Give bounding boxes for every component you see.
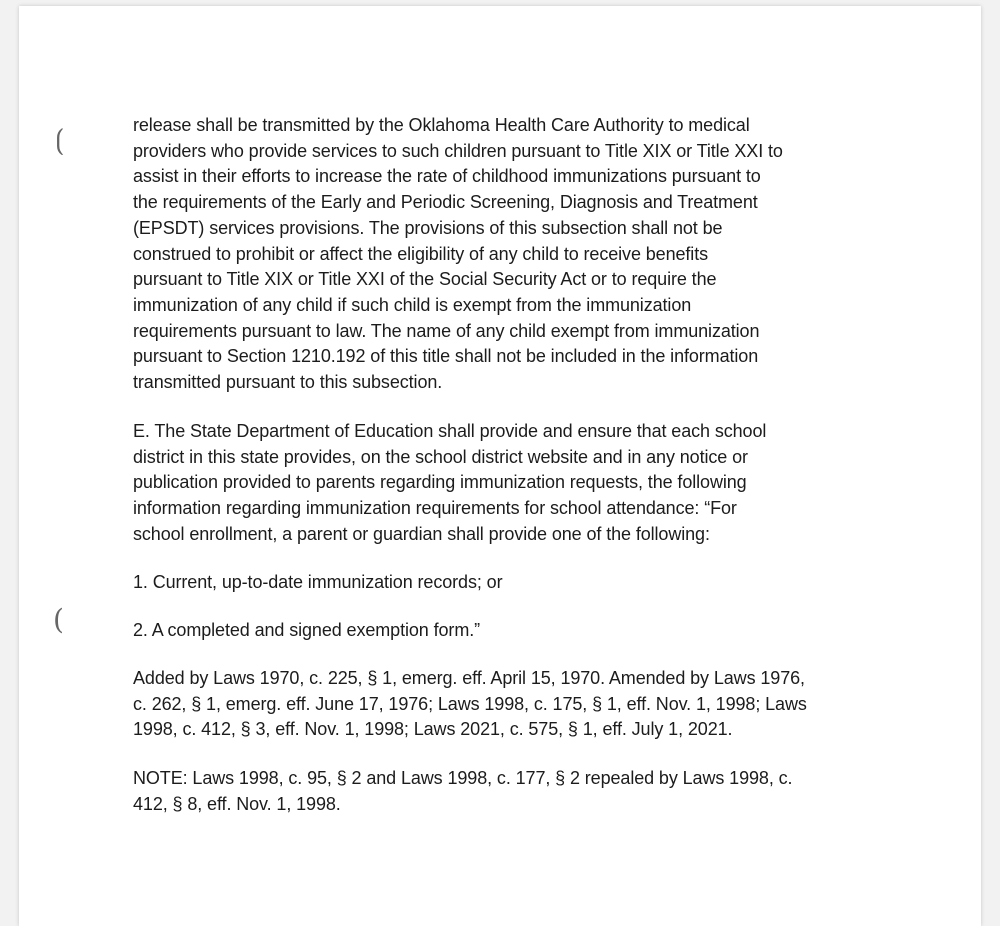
text-line: pursuant to Title XIX or Title XXI of the Social Security Act or to require the — [133, 269, 717, 290]
text-line: 1998, c. 412, § 3, eff. Nov. 1, 1998; Laws 2021, c. 575, § 1, eff. July 1, 2021. — [133, 719, 733, 740]
note-paragraph — [133, 766, 873, 817]
text-line: publication provided to parents regarding immunization requests, the following — [133, 472, 747, 493]
text-line: (EPSDT) services provisions. The provisions of this subsection shall not be — [133, 217, 723, 238]
history-paragraph — [133, 666, 873, 743]
list-item — [133, 570, 873, 596]
text-line: district in this state provides, on the school district website and in any notice or — [133, 446, 748, 467]
list-item-text: 2. A completed and signed exemption form.” — [133, 620, 481, 640]
list-item — [133, 618, 873, 644]
text-line: pursuant to Section 1210.192 of this title shall not be included in the information — [133, 346, 759, 367]
binder-hole-mark-icon: ⟮ — [55, 123, 65, 156]
text-line: information regarding immunization requirements for school attendance: “For — [133, 498, 737, 519]
text-line: transmitted pursuant to this subsection. — [133, 372, 443, 393]
text-line: E. The State Department of Education shall provide and ensure that each school — [133, 421, 767, 441]
body-paragraph — [133, 113, 873, 396]
text-line: 412, § 8, eff. Nov. 1, 1998. — [133, 793, 341, 814]
document-page — [19, 6, 981, 926]
section-e-paragraph — [133, 419, 873, 548]
binder-hole-mark-icon: ( — [53, 603, 64, 636]
text-line: NOTE: Laws 1998, c. 95, § 2 and Laws 1998, c. 177, § 2 repealed by Laws 1998, c. — [133, 768, 793, 788]
text-line: construed to prohibit or affect the eligibility of any child to receive benefits — [133, 243, 708, 264]
text-line: immunization of any child if such child is exempt from the immunization — [133, 294, 692, 315]
list-item-text: 1. Current, up-to-date immunization records; or — [133, 572, 503, 592]
text-line: assist in their efforts to increase the rate of childhood immunizations pursuant to — [133, 166, 761, 187]
text-line: release shall be transmitted by the Oklahoma Health Care Authority to medical — [133, 115, 750, 135]
text-line: requirements pursuant to law. The name of any child exempt from immunization — [133, 320, 760, 341]
text-line: providers who provide services to such children pursuant to Title XIX or Title XXI to — [133, 140, 783, 161]
text-line: the requirements of the Early and Periodic Screening, Diagnosis and Treatment — [133, 192, 758, 213]
text-line: Added by Laws 1970, c. 225, § 1, emerg. eff. April 15, 1970. Amended by Laws 1976, — [133, 668, 805, 688]
text-line: school enrollment, a parent or guardian shall provide one of the following: — [133, 523, 710, 544]
text-line: c. 262, § 1, emerg. eff. June 17, 1976; Laws 1998, c. 175, § 1, eff. Nov. 1, 1998; Laws — [133, 693, 807, 714]
